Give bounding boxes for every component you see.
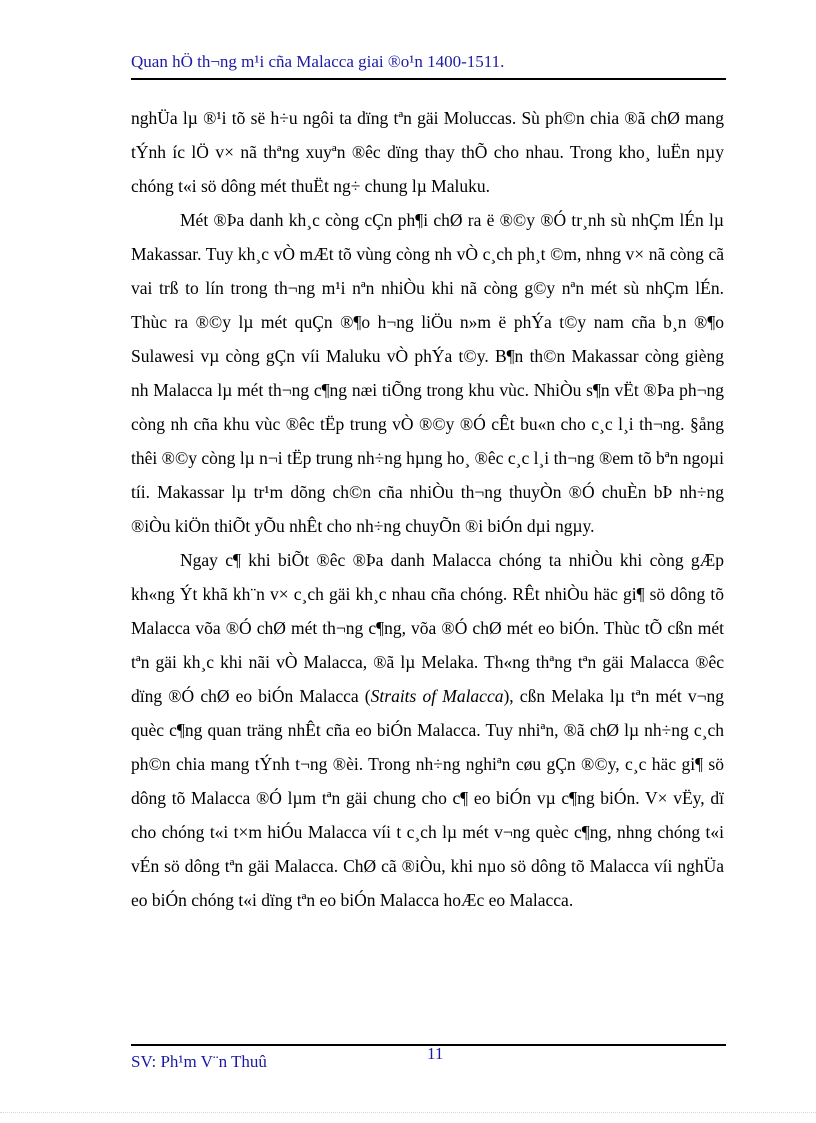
paragraph-3-text-after: ), cßn Melaka lµ tªn mét v¬ng quèc c¶ng quan träng nhÊt cña eo biÓn Malacca. Tuy nhiªn, ®ã chØ lµ nh÷ng c¸ch ph©n chia mang tÝnh t¬ng ®èi. Trong nh÷ng nghiªn cøu gÇn ®©y, c¸c häc gi¶ sö dông tõ Malacca ®Ó lµm tªn gäi chung cho c¶ eo biÓn vµ c¶ng biÓn. V× vËy, dï cho chóng t«i t×m hiÓu Malacca víi t c¸ch lµ mét v¬ng quèc c¶ng, nhng chóng t«i vÉn sö dông tªn gäi Malacca. ChØ cã ®iÒu, khi nµo sö dông tõ Malacca víi nghÜa eo biÓn chóng t«i dïng tªn eo biÓn Malacca hoÆc eo Malacca.	[131, 686, 724, 910]
document-body	[131, 101, 724, 917]
paragraph-3-text-before: Ngay c¶ khi biÕt ®êc ®Þa danh Malacca chóng ta nhiÒu khi còng gÆp kh«ng Ýt khã kh¨n v× c¸ch gäi kh¸c nhau cña chóng. RÊt nhiÒu häc gi¶ sö dông tõ Malacca võa ®Ó chØ mét th¬ng c¶ng, võa ®Ó chØ mét eo biÓn. Thùc tÕ cßn mét tªn gäi kh¸c khi nãi vÒ Malacca, ®ã lµ Melaka. Th«ng thªng tªn gäi Malacca ®êc dïng ®Ó chØ eo biÓn Malacca (	[131, 550, 724, 706]
footer-author: SV: Ph¹m V¨n Thuû	[131, 1052, 267, 1071]
paragraph-2: Mét ®Þa danh kh¸c còng cÇn ph¶i chØ ra ë ®©y ®Ó tr¸nh sù nhÇm lÉn lµ Makassar. Tuy kh¸c vÒ mÆt tõ vùng còng nh vÒ c¸ch ph¸t ©m, nhng v× nã còng cã vai trß to lín trong th¬ng m¹i nªn nhiÒu khi nã còng g©y nªn mét sù nhÇm lÉn. Thùc ra ®©y lµ mét quÇn ®¶o h¬ng liÖu n»m ë phÝa t©y nam cña b¸n ®¶o Sulawesi vµ còng gÇn víi Maluku vÒ phÝa t©y. B¶n th©n Makassar còng gièng nh Malacca lµ mét th¬ng c¶ng næi tiÕng trong khu vùc. NhiÒu s¶n vËt ®Þa ph¬ng còng nh cña khu vùc ®êc tËp trung vÒ ®©y ®Ó cÊt bu«n cho c¸c l¸i th¬ng. §ång thêi ®©y còng lµ n¬i tËp trung nh÷ng hµng ho¸ ®êc c¸c l¸i th¬ng ®em tõ bªn ngoµi tíi. Makassar lµ tr¹m dõng ch©n cña nhiÒu th¬ng thuyÒn ®Ó chuÈn bÞ nh÷ng ®iÒu kiÖn thiÕt yÕu nhÊt cho nh÷ng chuyÕn ®i biÓn dµi ngµy.	[131, 210, 724, 536]
paragraph-1: nghÜa lµ ®¹i tõ së h÷u ngôi ta dïng tªn gäi Moluccas. Sù ph©n chia ®ã chØ mang tÝnh íc lÖ v× nã thªng xuyªn ®êc dïng thay thÕ cho nhau. Trong kho¸ luËn nµy chóng t«i sö dông mét thuËt ng÷ chung lµ Maluku.	[131, 108, 724, 196]
paragraph-3-italic-term: Straits of Malacca	[370, 686, 504, 706]
header-title: Quan hÖ th¬ng m¹i cña Malacca giai ®o¹n 1400-1511.	[131, 52, 505, 71]
page-bottom-border	[0, 1112, 816, 1113]
page-header	[131, 50, 726, 80]
paragraph-3	[131, 543, 724, 917]
page-number: 11	[427, 1044, 444, 1063]
header-divider	[131, 78, 726, 80]
page-footer	[131, 1044, 726, 1076]
